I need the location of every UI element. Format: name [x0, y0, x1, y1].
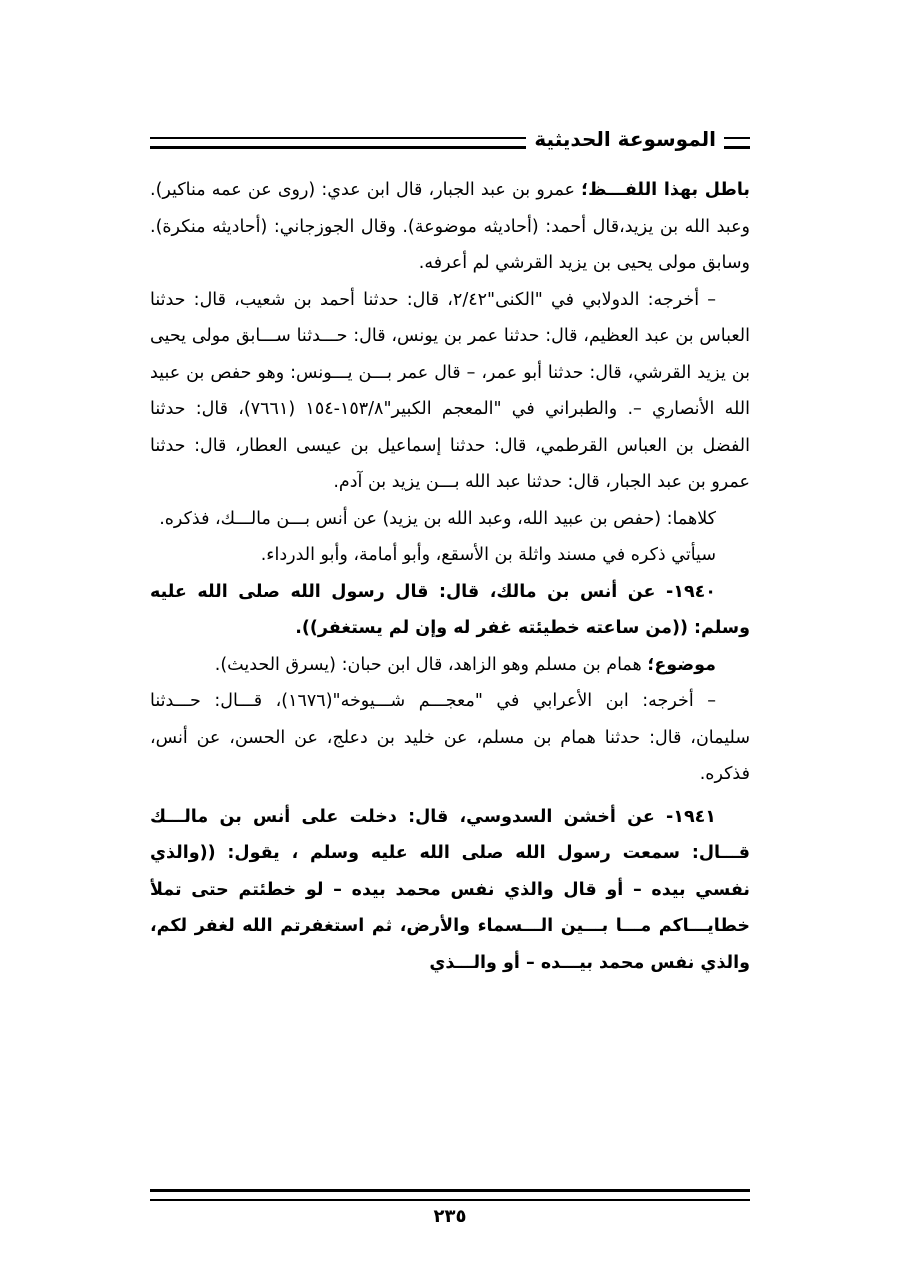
grading-label: موضوع؛: [647, 654, 716, 675]
paragraph-grading-2: [150, 647, 750, 684]
paragraph-both: كلاهما: (حفص بن عبيد الله، وعبد الله بن يزيد) عن أنس بـــن مالـــك، فذكره.: [159, 508, 716, 529]
paragraph-takhrij-1: – أخرجه: الدولابي في "الكنى"٢/٤٢، قال: حدثنا أحمد بن شعيب، قال: حدثنا العباس بن عبد العظيم، قال: حدثنا عمر بن يونس، قال: حـــدثنا ســـابق مولى يحيى بن يزيد القرشي، قال: حدثنا أبو عمر، – قال عمر بـــن يـــونس: وهو حفص بن عبيد الله الأنصاري –. والطبراني في "المعجم الكبير"١٥٣/٨-١٥٤ (٧٦٦١)، قال: حدثنا الفضل بن العباس القرطمي، قال: حدثنا إسماعيل بن عيسى العطار، قال: حدثنا عمرو بن عبد الجبار، قال: حدثنا عبد الله بـــن يزيد بن آدم.: [150, 289, 750, 492]
footer-double-rule: [150, 1189, 750, 1201]
header-title: الموسوعة الحديثية: [526, 122, 724, 156]
paragraph-text: همام بن مسلم وهو الزاهد، قال ابن حبان: (يسرق الحديث).: [214, 654, 648, 675]
hadith-1941: ١٩٤١- عن أخشن السدوسي، قال: دخلت على أنس بن مالـــك قـــال: سمعت رسول الله صلى الله عليه وسلم ، يقول: ((والذي نفسي بيده – أو قال والذي نفس محمد بيده – لو خطئتم حتى تملأ خطايـــاكم مـــا بـــين الـــسماء والأرض، ثم استغفرتم الله لغفر لكم، والذي نفس محمد بيـــده – أو والـــذي: [150, 806, 750, 973]
paragraph-note: سيأتي ذكره في مسند واثلة بن الأسقع، وأبو أمامة، وأبو الدرداء.: [260, 545, 716, 565]
page-number: ٢٣٥: [433, 1206, 467, 1227]
paragraph-grading-1: [150, 172, 750, 282]
grading-label: باطل بهذا اللفـــظ؛: [581, 180, 750, 200]
page-header: [150, 122, 750, 156]
paragraph-takhrij-2: – أخرجه: ابن الأعرابي في "معجـــم شـــيوخه"(١٦٧٦)، قـــال: حـــدثنا سليمان، قال: حدثنا همام بن مسلم، عن خليد بن دعلج، عن الحسن، عن أنس، فذكره.: [150, 691, 750, 784]
hadith-1940: ١٩٤٠- عن أنس بن مالك، قال: قال رسول الله صلى الله عليه وسلم: ((من ساعته خطيئته غفر له وإن لم يستغفر)).: [150, 581, 750, 638]
paragraph-text: عمرو بن عبد الجبار، قال ابن عدي: (روى عن عمه مناكير). وعبد الله بن يزيد،قال أحمد: (أحاديثه موضوعة). وقال الجوزجاني: (أحاديثه منكرة). وسابق مولى يحيى بن يزيد القرشي لم أعرفه.: [150, 180, 750, 273]
main-text: [150, 172, 750, 981]
